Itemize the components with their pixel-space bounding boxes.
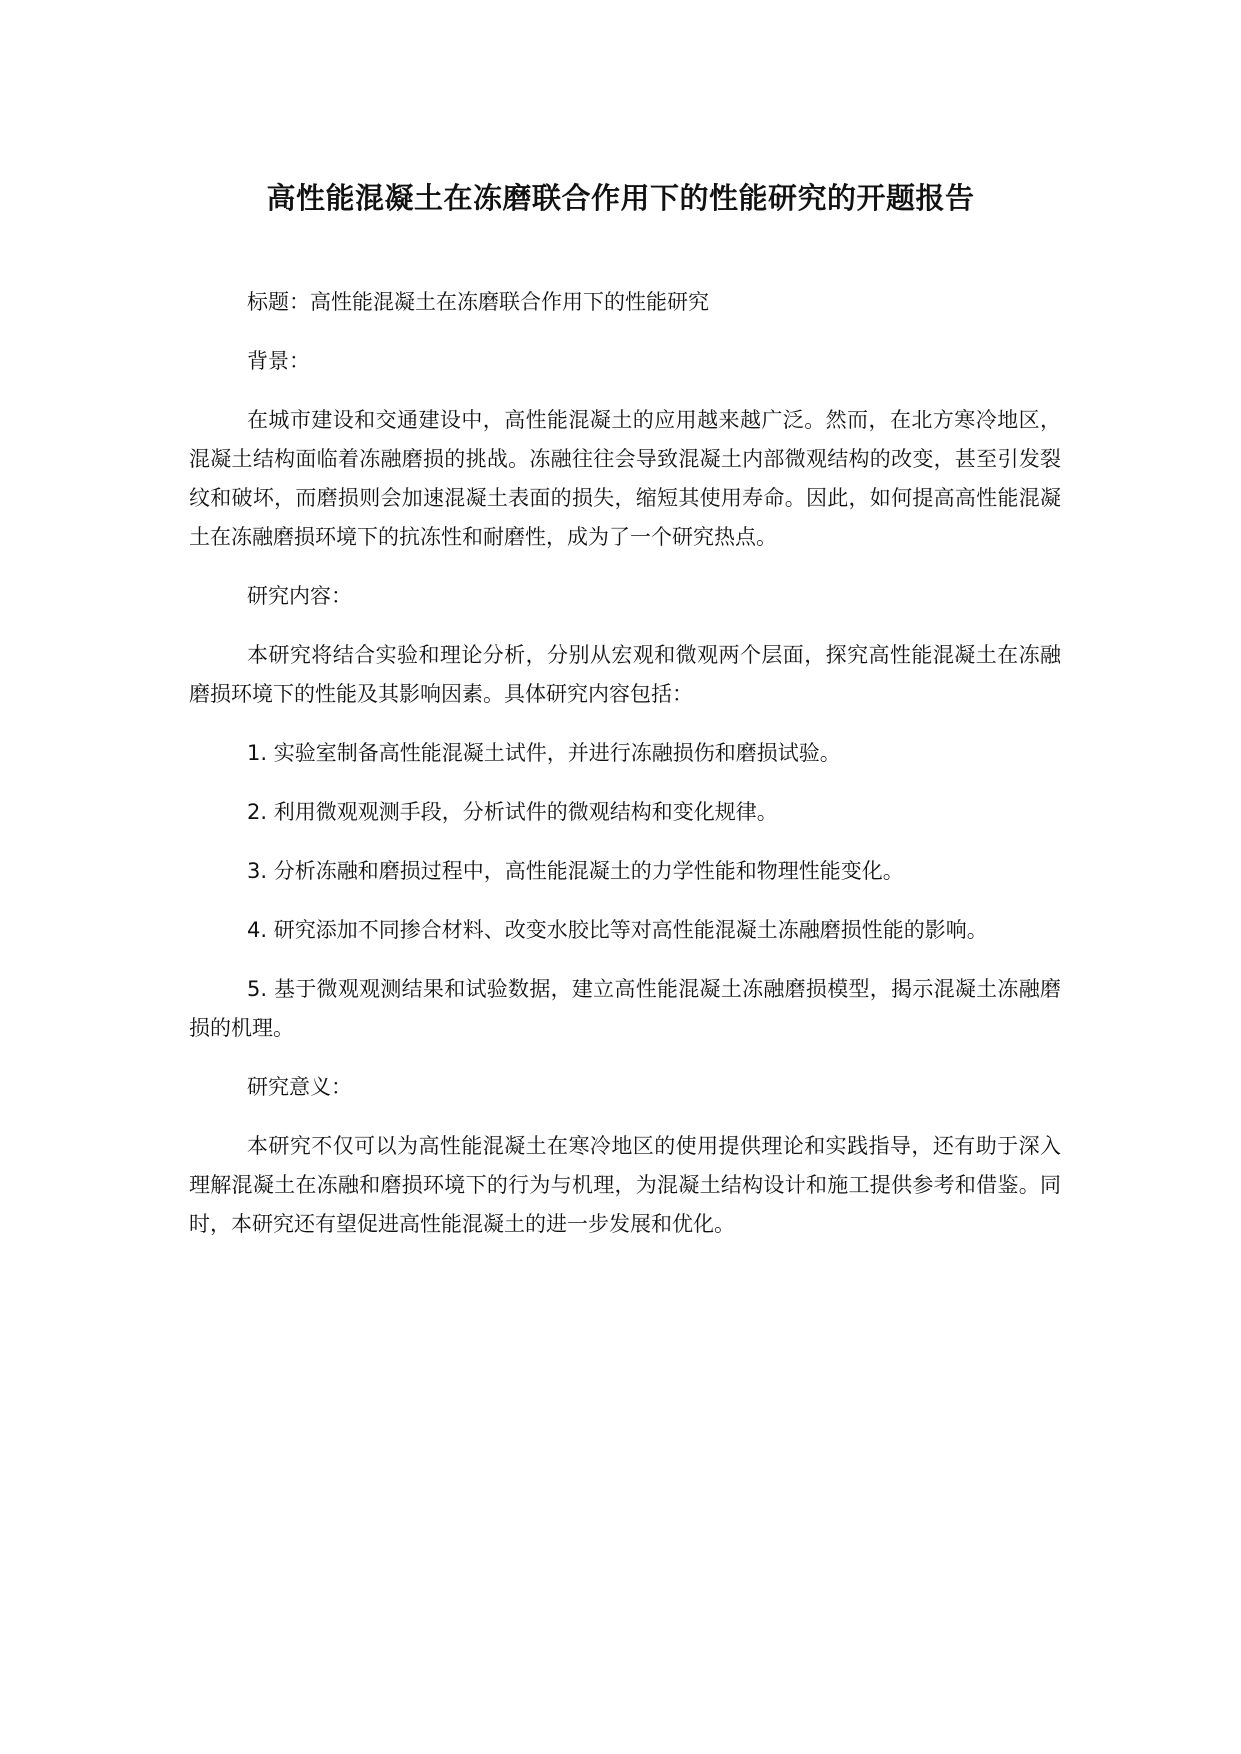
research-item-3: 3. 分析冻融和磨损过程中，高性能混凝土的力学性能和物理性能变化。 bbox=[247, 859, 904, 883]
significance-paragraph: 本研究不仅可以为高性能混凝土在寒冷地区的使用提供理论和实践指导，还有助于深入理解混凝土在冻融和磨损环境下的行为与机理，为混凝土结构设计和施工提供参考和借鉴。同时，本研究还有望促进高性能混凝土的进一步发展和优化。 bbox=[189, 1134, 1061, 1236]
research-item-5: 5. 基于微观观测结果和试验数据，建立高性能混凝土冻融磨损模型，揭示混凝土冻融磨损的机理。 bbox=[189, 977, 1061, 1040]
research-item-1: 1. 实验室制备高性能混凝土试件，并进行冻融损伤和磨损试验。 bbox=[247, 741, 841, 765]
document-body bbox=[189, 283, 1061, 1264]
research-item-2: 2. 利用微观观测手段，分析试件的微观结构和变化规律。 bbox=[247, 800, 778, 824]
research-content-heading: 研究内容： bbox=[247, 584, 352, 608]
significance-heading: 研究意义： bbox=[247, 1075, 352, 1099]
document-title: 高性能混凝土在冻磨联合作用下的性能研究的开题报告 bbox=[266, 181, 975, 215]
background-heading: 背景： bbox=[247, 349, 310, 373]
research-content-intro: 本研究将结合实验和理论分析，分别从宏观和微观两个层面，探究高性能混凝土在冻融磨损环境下的性能及其影响因素。具体研究内容包括： bbox=[189, 643, 1061, 706]
research-item-4: 4. 研究添加不同掺合材料、改变水胶比等对高性能混凝土冻融磨损性能的影响。 bbox=[247, 918, 988, 942]
topic-line: 标题：高性能混凝土在冻磨联合作用下的性能研究 bbox=[247, 290, 709, 314]
background-paragraph: 在城市建设和交通建设中，高性能混凝土的应用越来越广泛。然而，在北方寒冷地区，混凝土结构面临着冻融磨损的挑战。冻融往往会导致混凝土内部微观结构的改变，甚至引发裂纹和破坏，而磨损则会加速混凝土表面的损失，缩短其使用寿命。因此，如何提高高性能混凝土在冻融磨损环境下的抗冻性和耐磨性，成为了一个研究热点。 bbox=[189, 408, 1061, 549]
